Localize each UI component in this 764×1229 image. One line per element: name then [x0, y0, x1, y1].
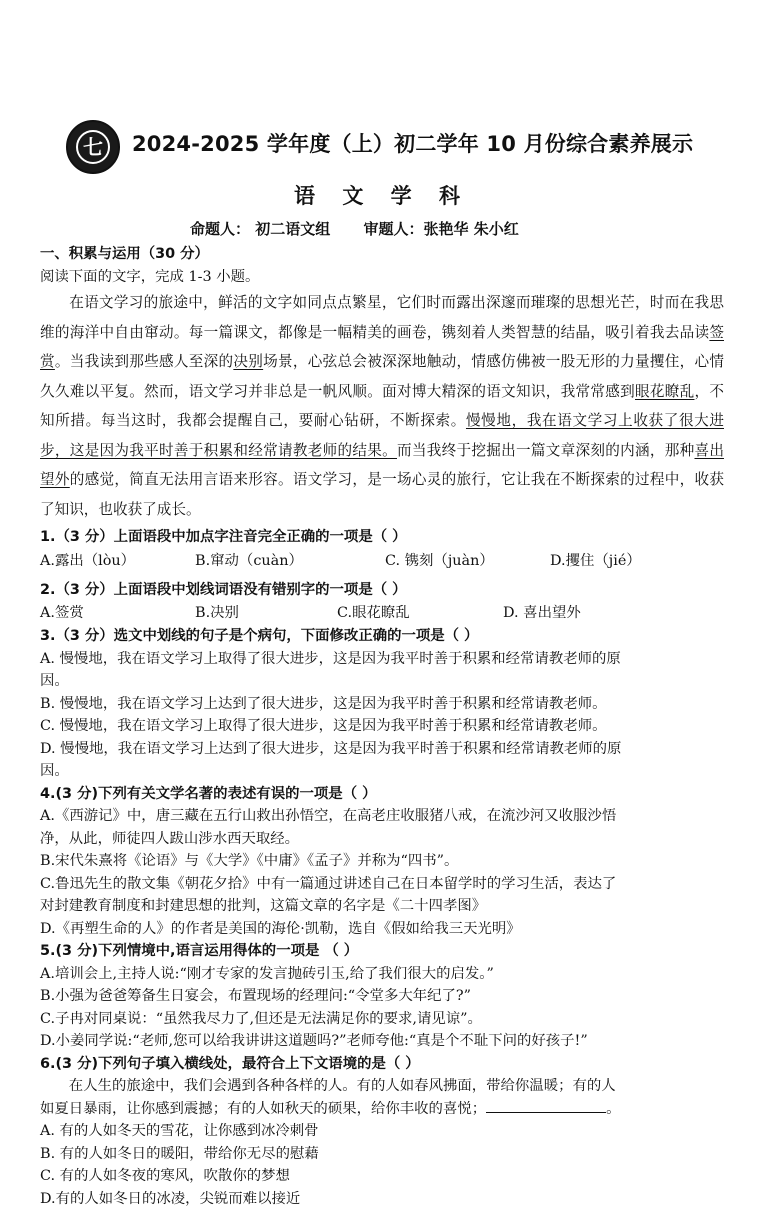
- question-2-options: [40, 601, 724, 625]
- authors-line: [190, 218, 547, 239]
- q6-passage-line-2: 如夏日暴雨，让你感到震撼；有的人如秋天的硕果，给你丰收的喜悦； 。: [40, 1098, 724, 1121]
- q6-passage-line-1: 在人生的旅途中，我们会遇到各种各样的人。有的人如春风拂面，带给你温暖；有的人: [68, 1078, 616, 1094]
- q2-option-a[interactable]: A.签赏: [40, 605, 84, 621]
- q5-option-b[interactable]: B.小强为爸爸筹备生日宴会，布置现场的经理问:“令堂多大年纪了?”: [40, 988, 471, 1004]
- exam-title: 2024-2025 学年度（上）初二学年 10 月份综合素养展示: [132, 132, 694, 156]
- q3-option-a[interactable]: A. 慢慢地，我在语文学习上取得了很大进步，这是因为我平时善于积累和经常请教老师的原: [40, 650, 621, 667]
- underlined-word-2: 决别: [233, 353, 264, 370]
- question-3-stem: 3.（3 分）选文中划线的句子是个病句，下面修改正确的一项是（ ）: [40, 628, 479, 644]
- section-heading: 一、积累与运用（30 分）: [40, 246, 209, 262]
- q1-option-a[interactable]: A.露出（lòu）: [40, 552, 136, 569]
- section-instruction: 阅读下面的文字，完成 1-3 小题。: [40, 268, 260, 285]
- underlined-word-1: 签赏: [40, 323, 724, 370]
- q6-option-b[interactable]: B. 有的人如冬日的暖阳，带给你无尽的慰藉: [40, 1145, 319, 1162]
- subject-title: 语 文 学 科: [294, 184, 470, 208]
- q3-option-d[interactable]: D. 慢慢地，我在语文学习上达到了很大进步，这是因为我平时善于积累和经常请教老师的原: [40, 740, 622, 757]
- q2-option-d[interactable]: D. 喜出望外: [503, 605, 581, 621]
- underlined-sentence: 慢慢地，我在语文学习上收获了很大进步，这是因为我平时善于积累和经常请教老师的结果。: [40, 412, 724, 459]
- q4-option-c[interactable]: C.鲁迅先生的散文集《朝花夕拾》中有一篇通过讲述自己在日本留学时的学习生活，表达了: [40, 875, 617, 892]
- question-1-stem: 1.（3 分）上面语段中加点字注音完全正确的一项是（ ）: [40, 529, 407, 545]
- q4-option-d[interactable]: D.《再塑生命的人》的作者是美国的海伦·凯勒，选自《假如给我三天光明》: [40, 920, 521, 937]
- q6-option-d[interactable]: D.有的人如冬日的冰凌，尖锐而难以接近: [40, 1190, 301, 1207]
- underlined-word-5: 喜出望外: [40, 441, 724, 488]
- underlined-word-3: 眼花瞭乱: [635, 382, 695, 400]
- question-6-stem: 6.(3 分)下列句子填入横线处，最符合上下文语境的是（ ）: [40, 1055, 420, 1072]
- answer-blank[interactable]: [486, 1098, 606, 1113]
- q3-option-c[interactable]: C. 慢慢地，我在语文学习上取得了很大进步，这是因为我平时善于积累和经常请教老师。: [40, 718, 607, 734]
- q4-option-c-cont: 对封建教育制度和封建思想的批判，这篇文章的名字是《二十四孝图》: [40, 898, 487, 914]
- q1-option-b[interactable]: B.窜动（cuàn）: [195, 552, 303, 569]
- exam-content: [40, 243, 724, 1210]
- question-2-stem: 2.（3 分）上面语段中划线词语没有错别字的一项是（ ）: [40, 581, 407, 598]
- q6-option-a[interactable]: A. 有的人如冬天的雪花，让你感到冰冷刺骨: [40, 1123, 319, 1139]
- q2-option-c[interactable]: C.眼花瞭乱: [337, 605, 410, 621]
- reviewer: 审题人：张艳华 朱小红: [363, 220, 519, 238]
- q5-option-c[interactable]: C.子冉对同桌说：“虽然我尽力了,但还是无法满足你的要求,请见谅”。: [40, 1010, 482, 1027]
- question-5-stem: 5.(3 分)下列情境中,语言运用得体的一项是 （ ）: [40, 943, 359, 959]
- q4-option-a-cont: 净，从此，师徒四人跋山涉水西天取经。: [40, 830, 300, 847]
- exam-header: [66, 118, 706, 168]
- q6-option-c[interactable]: C. 有的人如冬夜的寒风，吹散你的梦想: [40, 1168, 290, 1184]
- question-setter: 命题人： 初二语文组: [190, 220, 331, 238]
- q2-option-b[interactable]: B.决别: [195, 605, 239, 621]
- question-4-stem: 4.(3 分)下列有关文学名著的表述有误的一项是（ ）: [40, 785, 377, 802]
- reading-passage: 在语文学习的旅途中，鲜活的文字如同点点繁星，它们时而露出深邃而璀璨的思想光芒，时而在我思维的海洋中自由窜动。每一篇课文，都像是一幅精美的画卷，镌刻着人类智慧的结晶，吸引着我去品读签赏。当我读到那些感人至深的决别场景，心弦总会被深深地触动，情感仿佛被一股无形的力量攫住，心情久久难以平复。然而，语文学习并非总是一帆风顺。面对博大精深的语文知识，我常常感到眼花瞭乱，不知所措。每当这时，我都会提醒自己，要耐心钻研，不断探索。慢慢地，我在语文学习上收获了很大进步，这是因为我平时善于积累和经常请教老师的结果。而当我终于挖掘出一篇文章深刻的内涵，那种喜出望外的感觉，简直无法用言语来形容。语文学习，是一场心灵的旅行，它让我在不断探索的过程中，收获了知识，也收获了成长。: [40, 294, 724, 518]
- school-logo-icon: 七: [66, 120, 120, 174]
- q4-option-b[interactable]: B.宋代朱熹将《论语》与《大学》《中庸》《孟子》并称为“四书”。: [40, 853, 459, 869]
- q3-option-b[interactable]: B. 慢慢地，我在语文学习上达到了很大进步，这是因为我平时善于积累和经常请教老师。: [40, 695, 607, 712]
- q5-option-a[interactable]: A.培训会上,主持人说:“刚才专家的发言抛砖引玉,给了我们很大的启发。”: [40, 965, 494, 982]
- q1-option-d[interactable]: D.攫住（jié）: [550, 552, 641, 569]
- q4-option-a[interactable]: A.《西游记》中，唐三藏在五行山救出孙悟空，在高老庄收服猪八戒，在流沙河又收服沙悟: [40, 808, 617, 824]
- q5-option-d[interactable]: D.小姜同学说:“老师,您可以给我讲讲这道题吗?”老师夸他:“真是个不耻下问的好孩子!”: [40, 1033, 588, 1049]
- question-1-options: [40, 549, 724, 573]
- q3-option-d-cont: 因。: [40, 763, 69, 779]
- q1-option-c[interactable]: C. 镌刻（juàn）: [385, 552, 494, 569]
- q3-option-a-cont: 因。: [40, 673, 69, 689]
